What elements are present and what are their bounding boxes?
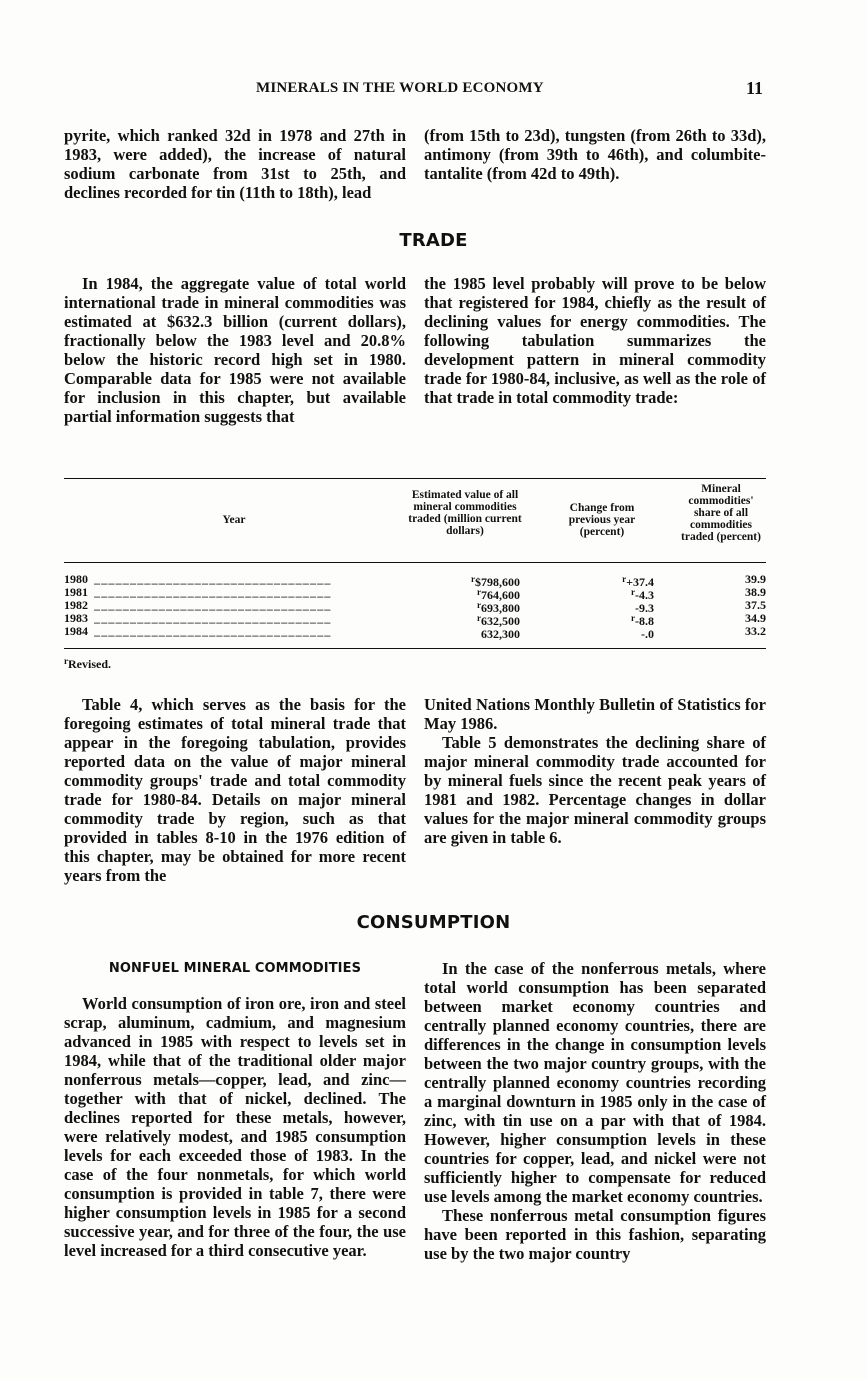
cell-year: 1981 [64,585,88,599]
col-header-year: Year [222,514,246,526]
cell-value: $^r$632,500 [477,613,520,628]
trade-left-paragraph: In 1984, the aggregate value of total world international trade in mineral commodities was estimated at $632.3 billion (current dollars), fractionally below the 1983 level and 20.8% below the historic record high set in 1980. Comparable data for 1985 were not available for inclusion in this chapter, but available partial information suggests that [64,274,406,426]
trade-heading: TRADE [399,230,468,251]
cell-value: $^r$764,600 [477,587,520,602]
cell-change: $^r$-8.8 [631,613,654,628]
revised-mark: r [622,574,627,584]
cell-year: 1982 [64,598,88,612]
cell-change: -.0 [641,627,654,641]
consumption-right-column [424,959,766,1263]
running-head: MINERALS IN THE WORLD ECONOMY [256,80,544,96]
consumption-heading: CONSUMPTION [356,912,511,933]
leader-dots: _________________________________ [94,586,332,599]
intro-right-paragraph: (from 15th to 23d), tungsten (from 26th to 33d), antimony (from 39th to 46th), and columbite-tantalite (from 42d to 49th). [424,126,766,183]
col-header-value: Estimated value of all mineral commodities traded (million current dollars) [408,489,522,537]
after-table-left-paragraph: Table 4, which serves as the basis for the foregoing estimates of total mineral trade that appear in the foregoing tabulation, provides reported data on the value of major mineral commodity groups' trade and total commodity trade for 1980-84. Details on major mineral commodity trade by region, such as that provided in tables 8-10 in the 1976 edition of this chapter, may be obtained for more recent years from the [64,695,406,885]
nonfuel-subheading: NONFUEL MINERAL COMMODITIES [108,961,362,976]
revised-mark: r [631,613,635,623]
col-header-share: Mineral commodities' share of all commodities traded (percent) [681,483,761,543]
consumption-right-paragraph-1: In the case of the nonferrous metals, where total world consumption has been separated between market economy countries and centrally planned economy countries, there are differences in the change in consumption levels between the two major country groups, with the centrally planned economy countries recording a marginal downturn in 1985 only in the case of zinc, with tin use on a par with that of 1984. However, higher consumption levels in these countries for copper, lead, and nickel were not sufficiently higher to compensate for reduced use levels among the market economy countries. [424,959,766,1206]
footnote-text: Revised. [68,657,111,671]
consumption-right-paragraph-2: These nonferrous metal consumption figures have been reported in this fashion, separating use by the two major country [424,1206,766,1263]
leader-dots: _________________________________ [94,612,332,625]
cell-share: 33.2 [745,624,766,638]
footnote-mark: r [64,656,68,666]
revised-mark: r [471,574,475,584]
intro-left-paragraph: pyrite, which ranked 32d in 1978 and 27th in 1983, were added), the increase of natural sodium carbonate from 31st to 25th, and declines recorded for tin (11th to 18th), lead [64,126,406,202]
trade-right-paragraph: the 1985 level probably will prove to be below that registered for 1984, chiefly as the result of declining values for energy commodities. The following tabulation summarizes the development pattern in mineral commodity trade for 1980-84, inclusive, as well as the role of that trade in total commodity trade: [424,274,766,407]
cell-share: 37.5 [745,598,766,612]
trade-right-column [424,274,766,407]
table-row [64,624,766,641]
revised-mark: r [477,600,481,610]
cell-value: $^r$693,800 [477,600,520,615]
consumption-left-paragraph: World consumption of iron ore, iron and steel scrap, aluminum, cadmium, and magnesium advanced in 1985 with respect to levels set in 1984, while that of the traditional older major nonferrous metals—copper, lead, and zinc—together with that of nickel, declined. The declines reported for these metals, however, were relatively modest, and 1985 consumption levels for each exceeded those of 1983. In the case of the four nonmetals, for which world consumption is provided in table 7, there were higher consumption levels in 1985 for a second successive year, and for three of the four, the use level increased for a third consecutive year. [64,994,406,1260]
table-row [64,572,766,589]
table-header-rule [64,562,766,563]
cell-share: 39.9 [745,572,766,586]
leader-dots: _________________________________ [94,625,332,638]
table-footnote [64,656,111,672]
after-table-right-column [424,695,766,847]
cell-change: $^r$+37.4 [622,574,654,589]
cell-value: 632,300 [481,627,520,641]
revised-mark: r [631,587,635,597]
table-row [64,585,766,602]
after-table-left-column [64,695,406,885]
intro-left-column [64,126,406,202]
intro-right-column [424,126,766,183]
revised-mark: r [477,613,481,623]
leader-dots: _________________________________ [94,599,332,612]
cell-share: 34.9 [745,611,766,625]
trade-left-column [64,274,406,426]
cell-year: 1983 [64,611,88,625]
after-table-right-paragraph-1: United Nations Monthly Bulletin of Statistics for May 1986. [424,695,766,733]
cell-change: $^r$-4.3 [631,587,654,602]
consumption-left-column [64,959,406,1260]
page-number: 11 [746,78,764,98]
cell-year: 1980 [64,572,88,586]
leader-dots: _________________________________ [94,573,332,586]
cell-share: 38.9 [745,585,766,599]
table-top-rule [64,478,766,479]
after-table-right-paragraph-2: Table 5 demonstrates the declining share of major mineral commodity trade accounted for by mineral fuels since the recent peak years of 1981 and 1982. Percentage changes in dollar values for the major mineral commodity groups are given in table 6. [424,733,766,847]
revised-mark: r [477,587,481,597]
table-row [64,611,766,628]
table-bottom-rule [64,648,766,649]
cell-year: 1984 [64,624,88,638]
col-header-change: Change from previous year (percent) [568,502,636,538]
table-row [64,598,766,615]
cell-change: -9.3 [635,601,654,615]
cell-value: $^r$\$798,600 [471,574,520,589]
